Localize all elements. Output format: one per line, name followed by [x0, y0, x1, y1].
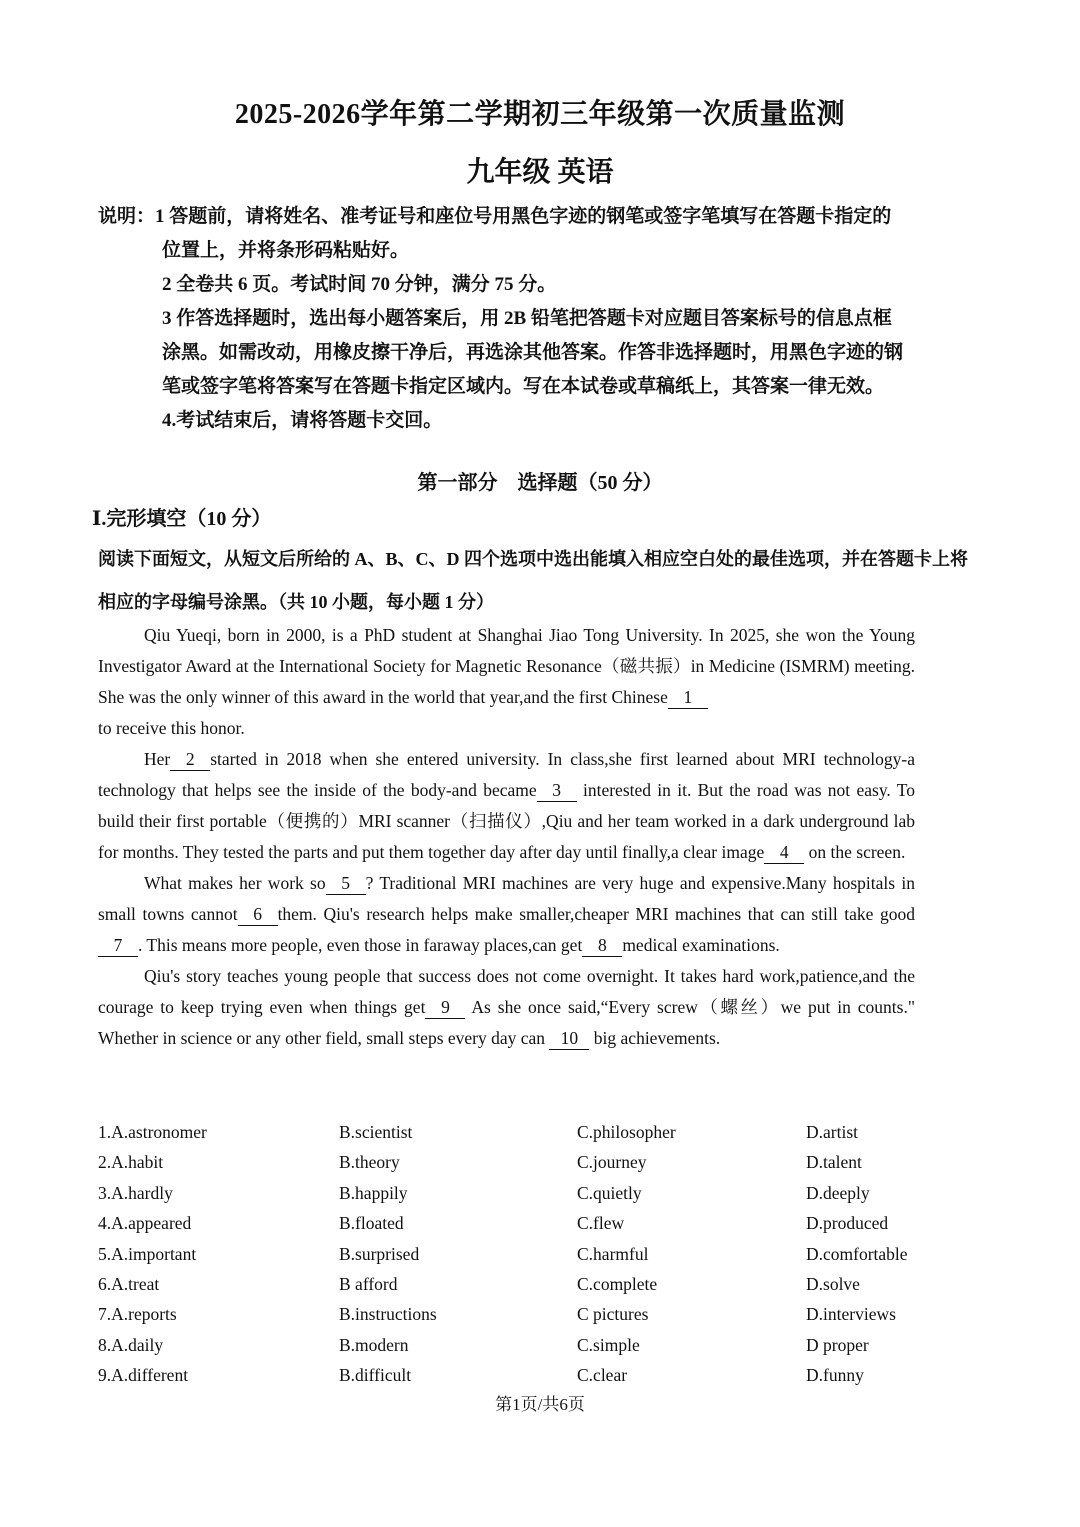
exam-title: 2025-2026学年第二学期初三年级第一次质量监测 — [234, 99, 846, 130]
note-line: 3 作答选择题时，选出每小题答案后，用 2B 铅笔把答题卡对应题目答案标号的信息点框 — [162, 308, 892, 329]
option-c: C.harmful — [577, 1243, 649, 1264]
option-d: D.funny — [806, 1365, 864, 1386]
option-a: 7.A.reports — [98, 1304, 177, 1325]
option-a: 9.A.different — [98, 1365, 189, 1386]
blank-7: 7 — [98, 934, 138, 957]
answer-options — [98, 1117, 998, 1391]
page-number: 第1页/共6页 — [495, 1395, 585, 1414]
option-b: B.theory — [339, 1152, 400, 1173]
option-b: B afford — [339, 1273, 398, 1294]
part-title: 第一部分 选择题（50 分） — [417, 472, 663, 494]
option-b: B.instructions — [339, 1304, 437, 1325]
option-d: D.deeply — [806, 1182, 870, 1203]
option-c: C.philosopher — [577, 1122, 676, 1142]
option-a: 6.A.treat — [98, 1273, 160, 1294]
passage-text: What makes her work so — [144, 873, 326, 893]
passage-paragraph — [98, 620, 915, 744]
option-row — [98, 1299, 998, 1329]
blank-3: 3 — [537, 779, 577, 802]
option-c: C.journey — [577, 1152, 647, 1173]
blank-4: 4 — [764, 841, 804, 864]
note-line: 4.考试结束后，请将答题卡交回。 — [162, 410, 443, 431]
note-line: 位置上，并将条形码粘贴好。 — [162, 240, 410, 261]
note-line: 笔或签字笔将答案写在答题卡指定区域内。写在本试卷或草稿纸上，其答案一律无效。 — [162, 376, 885, 397]
option-c: C pictures — [577, 1304, 649, 1325]
blank-10: 10 — [549, 1027, 589, 1050]
option-b: B.surprised — [339, 1243, 420, 1264]
option-d: D.comfortable — [806, 1243, 908, 1264]
option-b: B.happily — [339, 1182, 408, 1203]
option-row — [98, 1178, 998, 1208]
section-title: Ⅰ.完形填空（10 分） — [92, 508, 272, 530]
passage-text: on the screen. — [808, 842, 906, 862]
option-d: D proper — [806, 1334, 869, 1355]
note-line: 说明：1 答题前，请将姓名、准考证号和座位号用黑色字迹的钢笔或签字笔填写在答题卡指定的 — [98, 206, 892, 227]
passage-text: big achievements. — [593, 1028, 721, 1048]
blank-1: 1 — [668, 686, 708, 709]
blank-9: 9 — [425, 996, 465, 1019]
blank-8: 8 — [582, 934, 622, 957]
option-a: 5.A.important — [98, 1243, 197, 1264]
option-d: D.solve — [806, 1273, 860, 1294]
passage-text: Qiu Yueqi, born in 2000, is a PhD student at Shanghai Jiao Tong University. In 2025, she won the Young Investigator Award at the International Society for Magnetic Resonance（磁共振）in Medicine (ISMRM) meeting. She was the only winner of this award in the world that year,and the first Chinese — [98, 625, 915, 707]
option-b: B.difficult — [339, 1365, 412, 1386]
cloze-passage — [98, 620, 915, 1054]
option-a: 8.A.daily — [98, 1334, 164, 1355]
option-d: D.artist — [806, 1122, 859, 1142]
option-row — [98, 1330, 998, 1360]
passage-text: medical examinations. — [622, 935, 780, 955]
passage-text: started in 2018 when she entered university. In class,she first learned about MRI technology-a technology that helps see the inside of the body-and became — [98, 749, 915, 800]
option-c: C.simple — [577, 1334, 640, 1355]
passage-paragraph — [98, 961, 915, 1054]
option-row — [98, 1269, 998, 1299]
option-row — [98, 1360, 998, 1390]
option-row — [98, 1239, 998, 1269]
option-b: B.floated — [339, 1213, 404, 1234]
passage-text: interested in it. But the road was not easy. To build their first portable（便携的）MRI scanner（扫描仪）,Qiu and her team worked in a dark underground lab for months. They tested the parts and put them together day after day until finally,a clear image — [98, 780, 916, 862]
note-line: 涂黑。如需改动，用橡皮擦干净后，再选涂其他答案。作答非选择题时，用黑色字迹的钢 — [162, 342, 904, 363]
instructions-notes — [98, 200, 988, 438]
blank-5: 5 — [326, 872, 366, 895]
blank-2: 2 — [170, 748, 210, 771]
passage-text: ? Traditional MRI machines are very huge and expensive.Many hospitals in small towns cannot — [98, 873, 915, 924]
option-d: D.talent — [806, 1152, 862, 1173]
option-c: C.clear — [577, 1365, 628, 1386]
passage-paragraph — [98, 868, 915, 961]
option-a: 3.A.hardly — [98, 1182, 173, 1203]
option-row — [98, 1208, 998, 1238]
option-a: 4.A.appeared — [98, 1213, 192, 1234]
option-a: 1.A.astronomer — [98, 1122, 207, 1142]
passage-text: As she once said,“Every screw（螺丝）we put in counts." Whether in science or any other field, small steps every day can — [98, 997, 915, 1048]
option-d: D.produced — [806, 1213, 889, 1234]
option-b: B.modern — [339, 1334, 409, 1355]
option-row — [98, 1147, 998, 1177]
option-d: D.interviews — [806, 1304, 896, 1325]
option-row — [98, 1117, 998, 1147]
passage-text: to receive this honor. — [98, 718, 245, 738]
option-c: C.complete — [577, 1273, 658, 1294]
option-c: C.quietly — [577, 1182, 642, 1203]
exam-subtitle: 九年级 英语 — [466, 157, 614, 188]
passage-text: . This means more people, even those in faraway places,can get — [138, 935, 583, 955]
passage-text: them. Qiu's research helps make smaller,cheaper MRI machines that can still take good — [277, 904, 916, 924]
option-b: B.scientist — [339, 1122, 413, 1142]
passage-text: Qiu's story teaches young people that success does not come overnight. It takes hard work,patience,and the courage to keep trying even when things get — [98, 966, 915, 1017]
passage-text: Her — [144, 749, 171, 769]
blank-6: 6 — [238, 903, 278, 926]
passage-paragraph — [98, 744, 915, 868]
option-a: 2.A.habit — [98, 1152, 164, 1173]
option-c: C.flew — [577, 1213, 625, 1234]
section-instruction: 阅读下面短文，从短文后所给的 A、B、C、D 四个选项中选出能填入相应空白处的最佳选项，并在答题卡上将相应的字母编号涂黑。（共 10 小题，每小题 1 分） — [98, 549, 968, 612]
note-line: 2 全卷共 6 页。考试时间 70 分钟，满分 75 分。 — [162, 274, 557, 295]
